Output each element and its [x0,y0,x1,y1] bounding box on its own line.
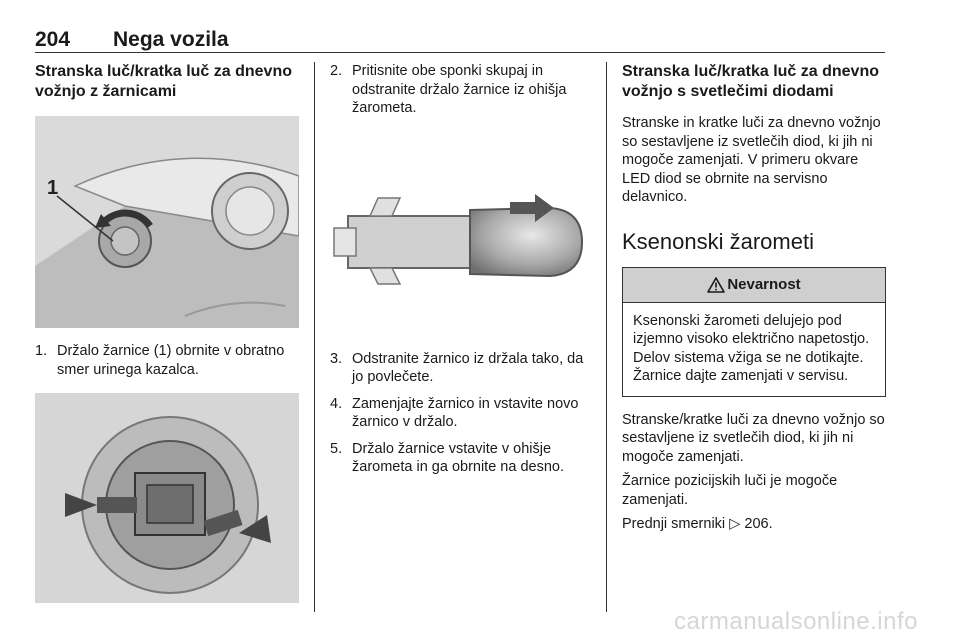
page-number: 204 [35,28,71,51]
section-heading: Stranska luč/kratka luč za dnevno vožnjo s svetlečimi diodami [622,63,879,100]
step-item: 2. Pritisnite obe sponki skupaj in odstranite držalo žarnice iz ohišja žarometa. [330,63,567,116]
paragraph: Žarnice pozicijskih luči je mogoče zamenjati. [622,473,838,508]
warning-triangle-icon [707,277,725,293]
warning-box [622,267,886,397]
warning-text: Ksenonski žarometi delujejo pod izjemno visoko električno napetostjo. Delov sistema vžiga se ne dotikajte. Žarnice dajte zamenjati v servisu. [633,312,870,384]
section-title: Ksenonski žarometi [622,228,814,254]
step-item: 3. Odstranite žarnico iz držala tako, da jo povlečete. [330,350,584,385]
warning-title: Nevarnost [727,276,801,293]
cross-reference: Prednji smerniki ▷ 206. [622,516,773,532]
watermark: carmanualsonline.info [674,608,918,635]
bulb-removal-figure [330,132,592,338]
intro-paragraph: Stranske in kratke luči za dnevno vožnjo so sestavljene iz svetlečih diod, ki jih ni mogoče zamenjati. V primeru okvare LED diod se obrnite na servisno delavnico. [622,115,881,205]
paragraph: Stranske/kratke luči za dnevno vožnjo so sestavljene iz svetlečih diod, ki jih ni mogoče zamenjati. [622,411,885,465]
warning-header [623,268,885,303]
step-item: 5. Držalo žarnice vstavite v ohišje žarometa in ga obrnite na desno. [330,440,564,475]
column-left [35,62,300,617]
column-middle [330,62,592,485]
figure-callout-1: 1 [47,177,59,199]
chapter-title: Nega vozila [113,28,229,51]
bulb-holder-figure [35,393,299,603]
section-heading: Stranska luč/kratka luč za dnevno vožnjo z žarnicami [35,63,292,100]
column-divider [606,62,607,612]
column-divider [314,62,315,612]
step-item: 4. Zamenjajte žarnico in vstavite novo žarnico v držalo. [330,395,579,430]
column-right [622,62,886,540]
step-item: 1. Držalo žarnice (1) obrnite v obratno smer urinega kazalca. [35,343,285,378]
page-header [35,28,885,53]
headlamp-rear-figure [35,116,299,328]
ref-page-link[interactable]: 206. [744,516,773,532]
ref-arrow-icon: ▷ [729,516,741,532]
